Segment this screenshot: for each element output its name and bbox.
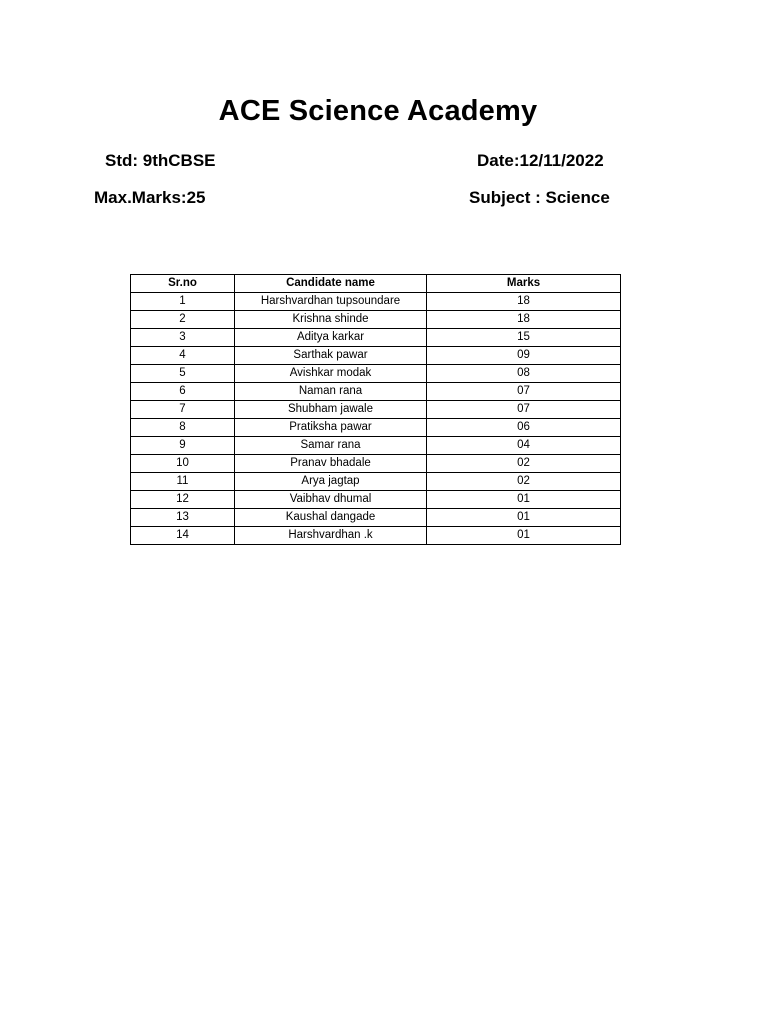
- table-row: [131, 527, 621, 545]
- cell-marks: 01: [427, 527, 621, 545]
- cell-sr-no: 10: [131, 455, 235, 473]
- cell-sr-no: 3: [131, 329, 235, 347]
- cell-marks: 18: [427, 293, 621, 311]
- cell-candidate-name: Pranav bhadale: [235, 455, 427, 473]
- cell-candidate-name: Vaibhav dhumal: [235, 491, 427, 509]
- cell-sr-no: 7: [131, 401, 235, 419]
- table-row: [131, 437, 621, 455]
- cell-sr-no: 1: [131, 293, 235, 311]
- cell-candidate-name: Pratiksha pawar: [235, 419, 427, 437]
- cell-marks: 15: [427, 329, 621, 347]
- cell-sr-no: 14: [131, 527, 235, 545]
- standard-label: Std: 9thCBSE: [105, 151, 216, 170]
- cell-sr-no: 9: [131, 437, 235, 455]
- cell-sr-no: 5: [131, 365, 235, 383]
- header-sr-no: Sr.no: [131, 275, 235, 293]
- table-row: [131, 365, 621, 383]
- cell-candidate-name: Samar rana: [235, 437, 427, 455]
- cell-sr-no: 6: [131, 383, 235, 401]
- cell-candidate-name: Shubham jawale: [235, 401, 427, 419]
- subject-label: Subject : Science: [469, 188, 610, 207]
- cell-marks: 04: [427, 437, 621, 455]
- marks-table: [130, 274, 621, 545]
- cell-marks: 02: [427, 455, 621, 473]
- header-candidate-name: Candidate name: [235, 275, 427, 293]
- cell-sr-no: 2: [131, 311, 235, 329]
- table-row: [131, 509, 621, 527]
- cell-sr-no: 12: [131, 491, 235, 509]
- cell-candidate-name: Kaushal dangade: [235, 509, 427, 527]
- cell-marks: 08: [427, 365, 621, 383]
- date-label: Date:12/11/2022: [477, 151, 604, 170]
- table-row: [131, 347, 621, 365]
- table-row: [131, 455, 621, 473]
- cell-marks: 07: [427, 401, 621, 419]
- cell-marks: 09: [427, 347, 621, 365]
- table-row: [131, 311, 621, 329]
- table-row: [131, 473, 621, 491]
- cell-marks: 06: [427, 419, 621, 437]
- cell-candidate-name: Sarthak pawar: [235, 347, 427, 365]
- table-header-row: [131, 275, 621, 293]
- page-title: ACE Science Academy: [218, 95, 538, 127]
- cell-marks: 02: [427, 473, 621, 491]
- cell-candidate-name: Avishkar modak: [235, 365, 427, 383]
- cell-candidate-name: Harshvardhan tupsoundare: [235, 293, 427, 311]
- cell-marks: 01: [427, 509, 621, 527]
- cell-candidate-name: Krishna shinde: [235, 311, 427, 329]
- cell-candidate-name: Harshvardhan .k: [235, 527, 427, 545]
- table-row: [131, 419, 621, 437]
- cell-sr-no: 8: [131, 419, 235, 437]
- cell-sr-no: 11: [131, 473, 235, 491]
- cell-candidate-name: Aditya karkar: [235, 329, 427, 347]
- cell-marks: 18: [427, 311, 621, 329]
- table-row: [131, 401, 621, 419]
- cell-marks: 01: [427, 491, 621, 509]
- cell-marks: 07: [427, 383, 621, 401]
- cell-sr-no: 13: [131, 509, 235, 527]
- table-row: [131, 329, 621, 347]
- cell-candidate-name: Naman rana: [235, 383, 427, 401]
- cell-candidate-name: Arya jagtap: [235, 473, 427, 491]
- table-row: [131, 293, 621, 311]
- max-marks-label: Max.Marks:25: [94, 188, 206, 207]
- header-marks: Marks: [427, 275, 621, 293]
- cell-sr-no: 4: [131, 347, 235, 365]
- table-row: [131, 491, 621, 509]
- table-row: [131, 383, 621, 401]
